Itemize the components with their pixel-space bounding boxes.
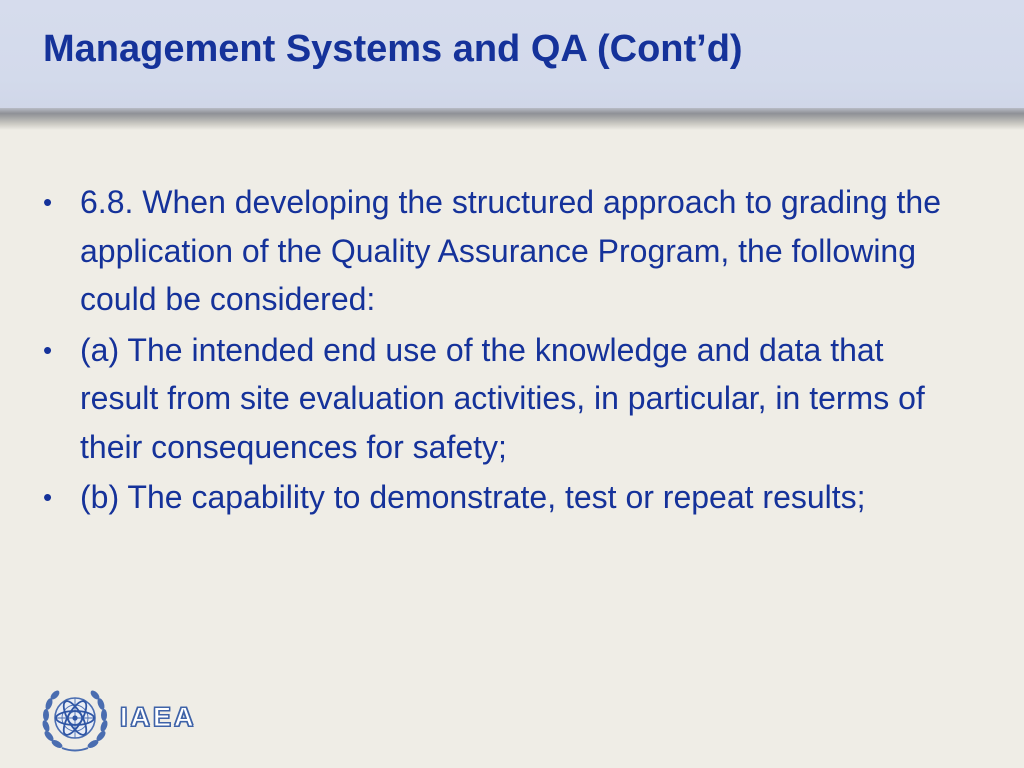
un-atom-emblem-icon <box>40 686 110 754</box>
slide-title: Management Systems and QA (Cont’d) <box>43 28 743 70</box>
bullet-text: (b) The capability to demonstrate, test or repeat results; <box>80 479 866 515</box>
title-bar-divider <box>0 108 1024 130</box>
bullet-text: (a) The intended end use of the knowledge and data that result from site evaluation activities, in particular, in terms of their consequences for safety; <box>80 331 925 465</box>
iaea-logo-text: IAEA <box>120 702 197 732</box>
iaea-logo <box>40 686 230 754</box>
bullet-icon: • <box>43 482 53 512</box>
bullet-item <box>40 178 960 324</box>
bullet-text: 6.8. When developing the structured approach to grading the application of the Quality Assurance Program, the following could be considered: <box>80 184 942 317</box>
bullet-item <box>40 326 960 472</box>
bullet-icon: • <box>43 334 53 365</box>
bullet-icon: • <box>43 187 53 217</box>
bullet-list <box>40 178 960 524</box>
bullet-item <box>40 473 960 522</box>
title-bar <box>0 0 1024 112</box>
